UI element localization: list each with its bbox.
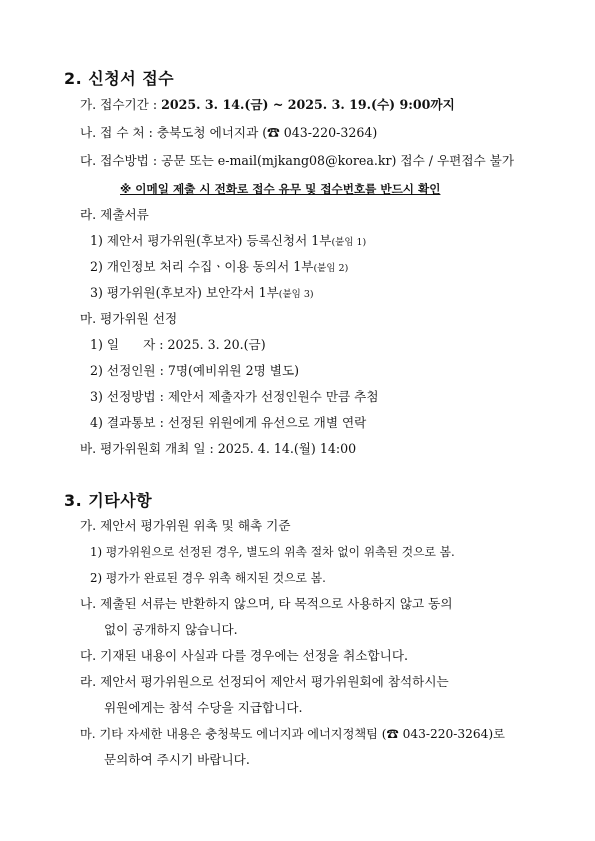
contact-line1: 마. 기타 자세한 내용은 충청북도 에너지과 에너지정책팀 (☎ 043-220-3264)로 bbox=[80, 727, 505, 741]
doc-item-3 bbox=[90, 285, 314, 303]
doc-item-text: 3) 평가위원(후보자) 보안각서 1부 bbox=[90, 285, 279, 300]
submission-docs-title: 라. 제출서류 bbox=[80, 207, 149, 222]
selection-title: 마. 평가위원 선정 bbox=[80, 311, 178, 326]
selection-item-3: 3) 선정방법 : 제안서 제출자가 선정인원수 만큼 추첨 bbox=[90, 389, 379, 404]
receipt-office: 나. 접 수 처 : 충북도청 에너지과 (☎ 043-220-3264) bbox=[80, 125, 378, 140]
criteria-item-2: 2) 평가가 완료된 경우 위촉 해지된 것으로 봄. bbox=[90, 571, 326, 585]
doc-item-text: 2) 개인정보 처리 수집ㆍ이용 동의서 1부 bbox=[90, 259, 314, 274]
allowance-line2: 위원에게는 참석 수당을 지급합니다. bbox=[104, 700, 303, 715]
selection-item-1: 1) 일 자 : 2025. 3. 20.(금) bbox=[90, 337, 266, 352]
committee-date: 바. 평가위원회 개최 일 : 2025. 4. 14.(월) 14:00 bbox=[80, 441, 357, 456]
receipt-period bbox=[80, 97, 455, 113]
selection-item-4: 4) 결과통보 : 선정된 위원에게 유선으로 개별 연락 bbox=[90, 415, 367, 430]
doc-item-text: 1) 제안서 평가위원(후보자) 등록신청서 1부 bbox=[90, 233, 332, 248]
appointment-criteria-title: 가. 제안서 평가위원 위촉 및 해촉 기준 bbox=[80, 518, 291, 533]
section-2-title: 2. 신청서 접수 bbox=[64, 69, 175, 88]
criteria-item-1: 1) 평가위원으로 선정된 경우, 별도의 위촉 절차 없이 위촉된 것으로 봄. bbox=[90, 545, 455, 559]
section-3-title: 3. 기타사항 bbox=[64, 491, 153, 510]
receipt-period-label: 가. 접수기간 : bbox=[80, 97, 162, 112]
contact-line2: 문의하여 주시기 바랍니다. bbox=[104, 752, 250, 767]
false-info-notice: 다. 기재된 내용이 사실과 다를 경우에는 선정을 취소합니다. bbox=[80, 648, 409, 663]
doc-item-2 bbox=[90, 259, 348, 277]
doc-item-note: (붙임 2) bbox=[313, 263, 349, 274]
doc-item-note: (붙임 1) bbox=[331, 237, 367, 248]
receipt-period-value: 2025. 3. 14.(금) ~ 2025. 3. 19.(수) 9:00까지 bbox=[161, 97, 455, 112]
email-notice: ※ 이메일 제출 시 전화로 접수 유무 및 접수번호를 반드시 확인 bbox=[120, 182, 441, 196]
receipt-method: 다. 접수방법 : 공문 또는 e-mail(mjkang08@korea.kr) 접수 / 우편접수 불가 bbox=[80, 153, 515, 168]
allowance-line1: 라. 제안서 평가위원으로 선정되어 제안서 평가위원회에 참석하시는 bbox=[80, 674, 449, 689]
doc-item-1 bbox=[90, 233, 366, 251]
docs-not-returned-line2: 없이 공개하지 않습니다. bbox=[104, 622, 238, 637]
docs-not-returned-line1: 나. 제출된 서류는 반환하지 않으며, 타 목적으로 사용하지 않고 동의 bbox=[80, 596, 453, 611]
doc-item-note: (붙임 3) bbox=[278, 289, 314, 300]
selection-item-2: 2) 선정인원 : 7명(예비위원 2명 별도) bbox=[90, 363, 300, 378]
